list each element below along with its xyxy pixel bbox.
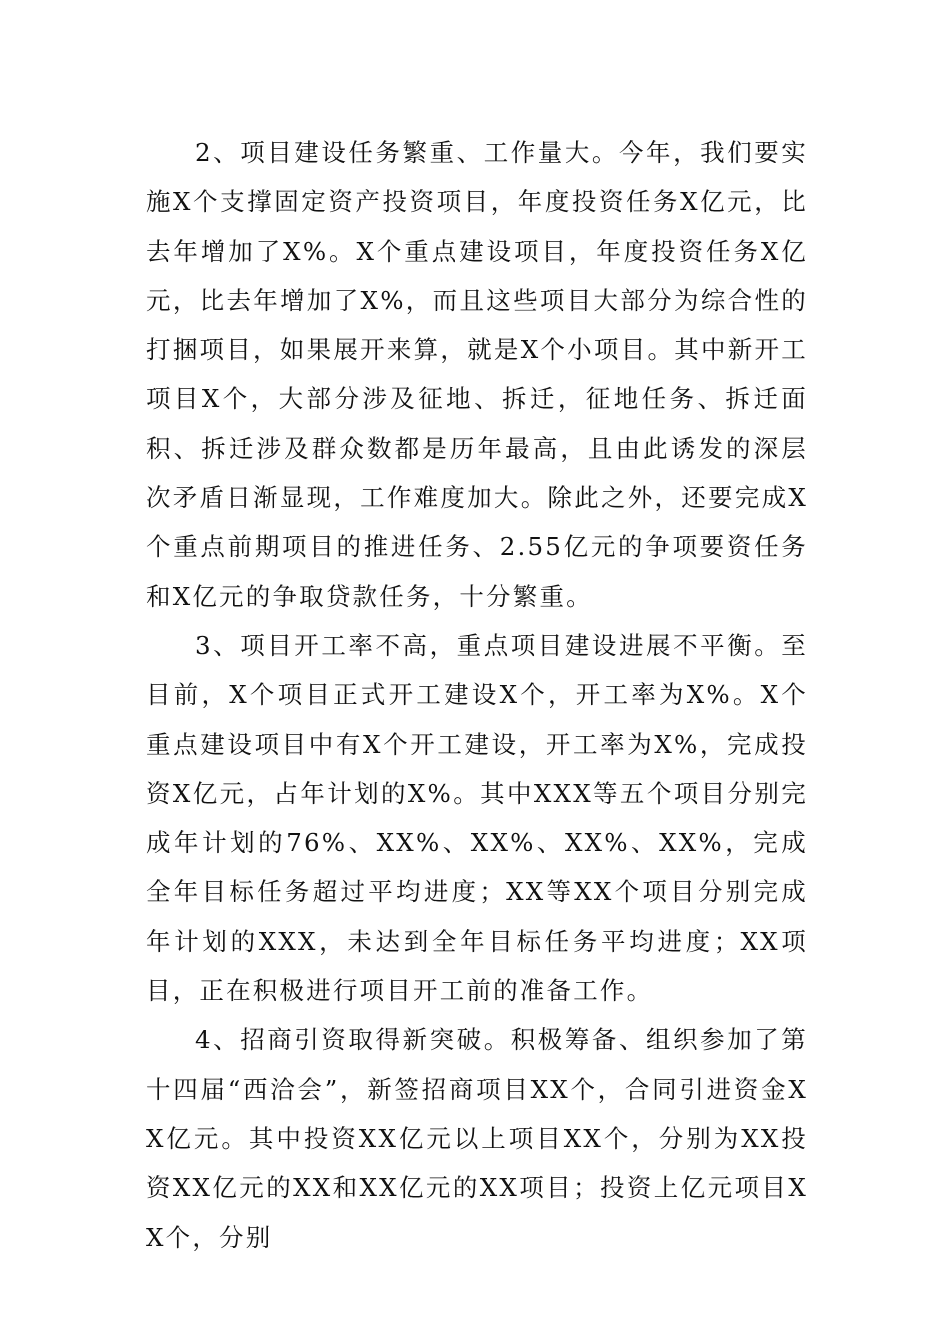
paragraph-item-4: 4、招商引资取得新突破。积极筹备、组织参加了第十四届“西洽会”，新签招商项目XX个，合同引进资金XX亿元。其中投资XX亿元以上项目XX个，分别为XX投资XX亿元的XX和XX亿元的XX项目；投资上亿元项目XX个，分别 [146, 1025, 808, 1252]
paragraph-item-2: 2、项目建设任务繁重、工作量大。今年，我们要实施X个支撑固定资产投资项目，年度投资任务X亿元，比去年增加了X%。X个重点建设项目，年度投资任务X亿元，比去年增加了X%，而且这些项目大部分为综合性的打捆项目，如果展开来算，就是X个小项目。其中新开工项目X个，大部分涉及征地、拆迁，征地任务、拆迁面积、拆迁涉及群众数都是历年最高，且由此诱发的深层次矛盾日渐显现，工作难度加大。除此之外，还要完成X个重点前期项目的推进任务、2.55亿元的争项要资任务和X亿元的争取贷款任务，十分繁重。 [146, 138, 808, 611]
document-body [146, 128, 808, 1262]
paragraph-item-3: 3、项目开工率不高，重点项目建设进展不平衡。至目前，X个项目正式开工建设X个，开工率为X%。X个重点建设项目中有X个开工建设，开工率为X%，完成投资X亿元，占年计划的X%。其中XXX等五个项目分别完成年计划的76%、XX%、XX%、XX%、XX%，完成全年目标任务超过平均进度；XX等XX个项目分别完成年计划的XXX，未达到全年目标任务平均进度；XX项目，正在积极进行项目开工前的准备工作。 [146, 630, 808, 1006]
